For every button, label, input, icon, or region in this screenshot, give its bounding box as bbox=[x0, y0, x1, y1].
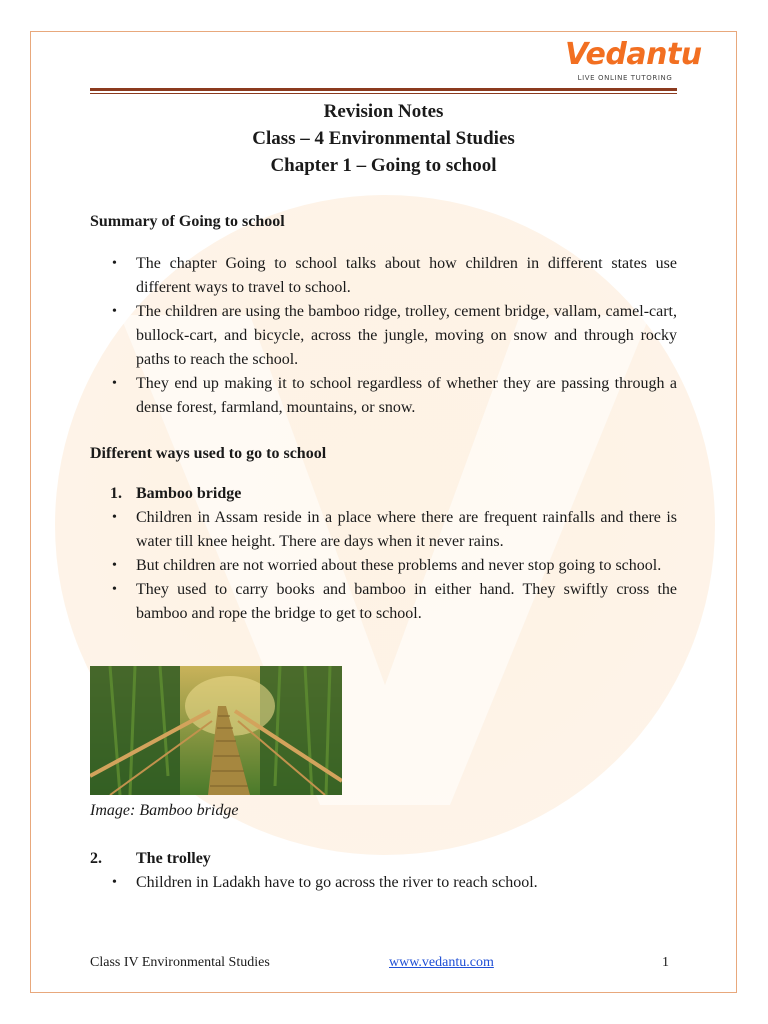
section-number: 2. bbox=[90, 850, 102, 867]
bullet-icon: • bbox=[112, 582, 117, 597]
logo-wordmark: Vedantu bbox=[565, 37, 702, 72]
section-heading bbox=[90, 847, 677, 871]
summary-heading: Summary of Going to school bbox=[90, 213, 285, 230]
summary-list bbox=[90, 252, 677, 420]
list-item bbox=[90, 252, 677, 300]
bamboo-bridge-image bbox=[90, 666, 342, 795]
trolley-list bbox=[90, 871, 677, 895]
document-titles bbox=[90, 98, 677, 179]
list-item bbox=[90, 554, 677, 578]
bamboo-list bbox=[90, 506, 677, 626]
page-number: 1 bbox=[662, 955, 669, 970]
bullet-text: Children in Ladakh have to go across the river to reach school. bbox=[136, 874, 538, 891]
title-revision-notes: Revision Notes bbox=[323, 101, 444, 122]
header-rule-thin bbox=[90, 93, 677, 94]
section-trolley bbox=[90, 847, 677, 895]
list-item bbox=[90, 578, 677, 626]
bullet-icon: • bbox=[112, 376, 117, 391]
list-item bbox=[90, 300, 677, 372]
footer-course: Class IV Environmental Studies bbox=[90, 955, 270, 970]
bullet-text: But children are not worried about these problems and never stop going to school. bbox=[136, 557, 662, 574]
bullet-icon: • bbox=[112, 256, 117, 271]
bullet-icon: • bbox=[112, 875, 117, 890]
vedantu-logo[interactable] bbox=[565, 37, 702, 88]
bamboo-bridge-illustration bbox=[90, 666, 342, 795]
list-item bbox=[90, 372, 677, 420]
vedantu-website-link[interactable]: www.vedantu.com bbox=[389, 955, 494, 970]
list-item bbox=[90, 871, 677, 895]
section-bamboo-bridge bbox=[90, 482, 677, 506]
bullet-text: Children in Assam reside in a place where there are frequent rainfalls and there is water till knee height. There are days when it never rains. bbox=[136, 509, 677, 550]
main-content bbox=[90, 210, 677, 626]
page-footer bbox=[90, 955, 677, 975]
section-title: The trolley bbox=[136, 850, 211, 867]
list-item bbox=[90, 506, 677, 554]
bullet-text: They end up making it to school regardless of whether they are passing through a dense forest, farmland, mountains, or snow. bbox=[136, 375, 677, 416]
logo-tagline: LIVE ONLINE TUTORING bbox=[577, 74, 673, 82]
section-number: 1. bbox=[110, 485, 122, 502]
bullet-icon: • bbox=[112, 304, 117, 319]
title-class: Class – 4 Environmental Studies bbox=[252, 128, 515, 149]
bullet-text: The children are using the bamboo ridge, trolley, cement bridge, vallam, camel-cart, bullock-cart, and bicycle, across the jungle, moving on snow and through rocky paths to reach the school. bbox=[136, 303, 677, 368]
bullet-text: The chapter Going to school talks about how children in different states use different ways to travel to school. bbox=[136, 255, 677, 296]
ways-heading: Different ways used to go to school bbox=[90, 445, 327, 462]
bullet-icon: • bbox=[112, 558, 117, 573]
section-title: Bamboo bridge bbox=[136, 485, 242, 502]
image-caption: Image: Bamboo bridge bbox=[90, 802, 239, 819]
bullet-icon: • bbox=[112, 510, 117, 525]
header-rule bbox=[90, 88, 677, 91]
bullet-text: They used to carry books and bamboo in either hand. They swiftly cross the bamboo and rope the bridge to get to school. bbox=[136, 581, 677, 622]
title-chapter: Chapter 1 – Going to school bbox=[270, 155, 497, 176]
